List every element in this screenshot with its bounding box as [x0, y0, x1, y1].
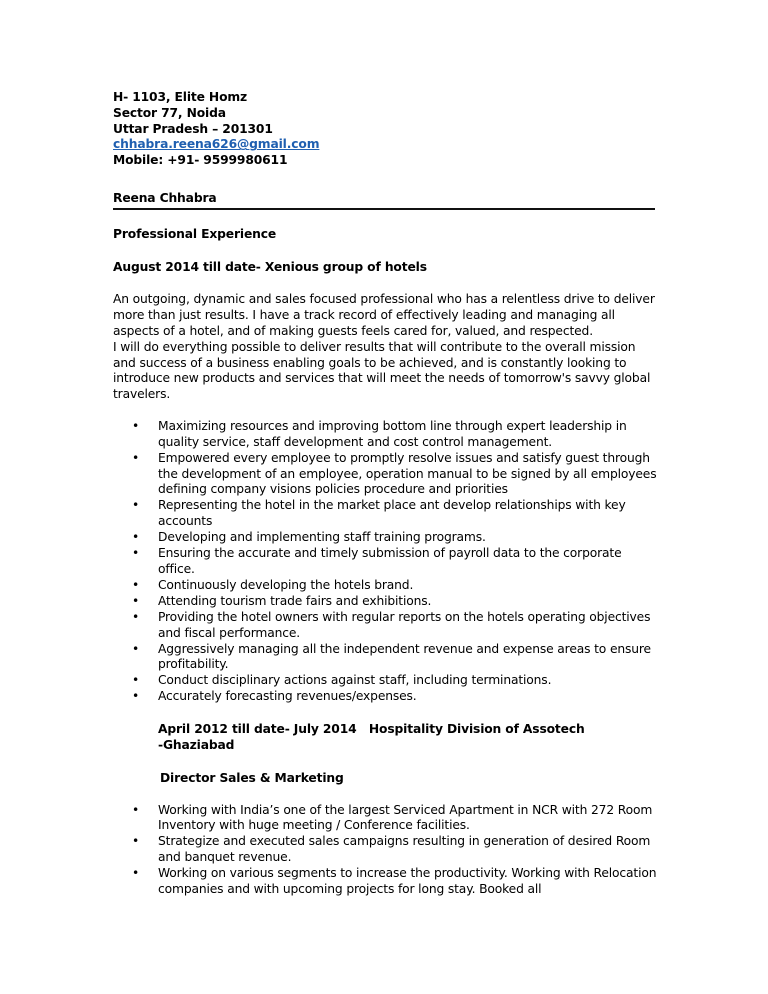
job-heading: August 2014 till date- Xenious group of hotels — [113, 259, 427, 274]
summary-paragraph: An outgoing, dynamic and sales focused professional who has a relentless drive to deliver more than just results. I have a track record of effectively leading and managing all aspects of a hotel, and of making guests feels cared for, valued, and respected. — [113, 292, 655, 338]
list-item: • Working with India’s one of the largest Serviced Apartment in NCR with 272 Room Inventory with huge meeting / Conference facilities. — [132, 802, 653, 833]
list-item: • Aggressively managing all the independent revenue and expense areas to ensure profitability. — [132, 641, 651, 672]
mobile-number: Mobile: +91- 9599980611 — [113, 153, 288, 168]
list-item: • Providing the hotel owners with regular reports on the hotels operating objectives and fiscal performance. — [132, 609, 651, 640]
list-item: • Attending tourism trade fairs and exhibitions. — [132, 593, 432, 608]
bullet-icon: • — [132, 450, 140, 465]
list-item: • Representing the hotel in the market place ant develop relationships with key accounts — [132, 498, 626, 529]
address-line-2: Sector 77, Noida — [113, 105, 226, 120]
bullet-icon: • — [132, 546, 140, 561]
list-item: • Working on various segments to increase the productivity. Working with Relocation companies and with upcoming projects for long stay. Booked all — [132, 866, 657, 896]
list-item: • Continuously developing the hotels brand. — [132, 577, 414, 592]
candidate-name: Reena Chhabra — [113, 191, 655, 210]
job-bullet-list-2 — [113, 803, 658, 898]
list-item: • Empowered every employee to promptly resolve issues and satisfy guest through the development of an employee, operation manual to be signed by all employees defining company visions policies procedure and priorities — [132, 450, 657, 497]
list-item: • Conduct disciplinary actions against staff, including terminations. — [132, 673, 552, 688]
list-item: • Developing and implementing staff training programs. — [132, 530, 486, 545]
job-heading-line-1: April 2012 till date- July 2014 Hospitality Division of Assotech — [158, 722, 585, 737]
job-heading-line-2: -Ghaziabad — [158, 737, 235, 752]
job-bullet-list — [113, 419, 658, 705]
bullet-icon: • — [132, 802, 140, 817]
list-item: • Maximizing resources and improving bottom line through expert leadership in quality service, staff development and cost control management. — [132, 418, 627, 449]
contact-block — [113, 90, 658, 169]
resume-page — [113, 90, 658, 898]
bullet-icon: • — [132, 641, 140, 656]
bullet-icon: • — [132, 866, 140, 881]
address-line-3: Uttar Pradesh – 201301 — [113, 121, 273, 136]
bullet-icon: • — [132, 530, 140, 545]
bullet-icon: • — [132, 689, 140, 704]
job-summary — [113, 292, 658, 403]
bullet-icon: • — [132, 418, 140, 433]
bullet-icon: • — [132, 593, 140, 608]
email-link[interactable]: chhabra.reena626@gmail.com — [113, 137, 320, 152]
job-heading-2 — [113, 722, 658, 754]
bullet-icon: • — [132, 577, 140, 592]
bullet-icon: • — [132, 498, 140, 513]
job-role: Director Sales & Marketing — [160, 770, 344, 785]
list-item: • Strategize and executed sales campaigns resulting in generation of desired Room and banquet revenue. — [132, 834, 651, 865]
summary-paragraph: I will do everything possible to deliver results that will contribute to the overall mission and success of a business enabling goals to be achieved, and is constantly looking to introduce new products and services that will meet the needs of tomorrow's savvy global travelers. — [113, 339, 651, 402]
bullet-icon: • — [132, 834, 140, 849]
bullet-icon: • — [132, 673, 140, 688]
bullet-icon: • — [132, 609, 140, 624]
section-title: Professional Experience — [113, 226, 277, 241]
list-item: • Accurately forecasting revenues/expenses. — [132, 689, 417, 704]
address-line-1: H- 1103, Elite Homz — [113, 90, 248, 104]
list-item: • Ensuring the accurate and timely submission of payroll data to the corporate office. — [132, 546, 622, 576]
